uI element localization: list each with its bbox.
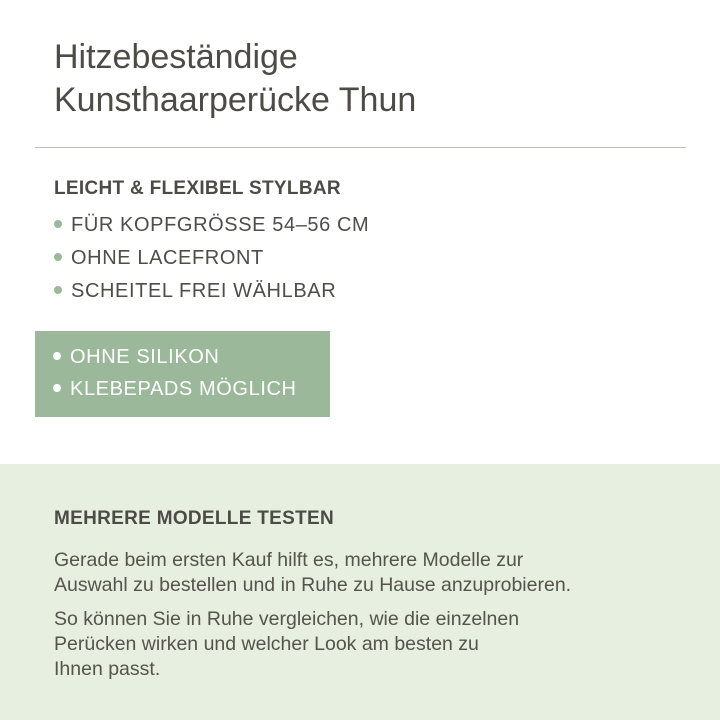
tip-paragraph-1	[54, 548, 694, 598]
product-title-line-2: Kunsthaarperücke Thun	[54, 81, 417, 119]
highlight-item	[53, 375, 330, 407]
bullet-dot-icon	[53, 384, 61, 392]
feature-list	[54, 211, 369, 310]
tip-paragraph-2-line-3: Ihnen passt.	[54, 658, 161, 680]
tip-paragraph-2-line-1: So können Sie in Ruhe vergleichen, wie die einzelnen	[54, 608, 520, 630]
feature-item	[54, 277, 369, 310]
highlight-item	[53, 343, 330, 375]
bullet-dot-icon	[53, 352, 61, 360]
bullet-dot-icon	[54, 220, 62, 228]
tip-paragraph-1-line-1: Gerade beim ersten Kauf hilft es, mehrere Modelle zur	[54, 549, 524, 571]
feature-label: SCHEITEL FREI WÄHLBAR	[71, 280, 337, 302]
feature-label: FÜR KOPFGRÖSSE 54–56 CM	[71, 214, 370, 236]
highlight-box	[35, 331, 330, 417]
tip-paragraph-2-line-2: Perücken wirken und welcher Look am besten zu	[54, 633, 479, 655]
features-heading: LEICHT & FLEXIBEL STYLBAR	[54, 178, 341, 199]
feature-item	[54, 211, 369, 244]
tip-paragraph-2	[54, 607, 694, 682]
product-title	[54, 36, 674, 122]
feature-label: OHNE LACEFRONT	[71, 247, 264, 269]
highlight-label: KLEBEPADS MÖGLICH	[70, 378, 297, 400]
divider	[35, 147, 686, 148]
tip-panel	[0, 464, 720, 720]
bullet-dot-icon	[54, 286, 62, 294]
tip-heading: MEHRERE MODELLE TESTEN	[54, 508, 335, 529]
highlight-label: OHNE SILIKON	[70, 346, 220, 368]
tip-paragraph-1-line-2: Auswahl zu bestellen und in Ruhe zu Hause anzuprobieren.	[54, 574, 572, 596]
highlight-list	[35, 331, 330, 407]
product-title-line-1: Hitzebeständige	[54, 38, 298, 76]
bullet-dot-icon	[54, 253, 62, 261]
feature-item	[54, 244, 369, 277]
